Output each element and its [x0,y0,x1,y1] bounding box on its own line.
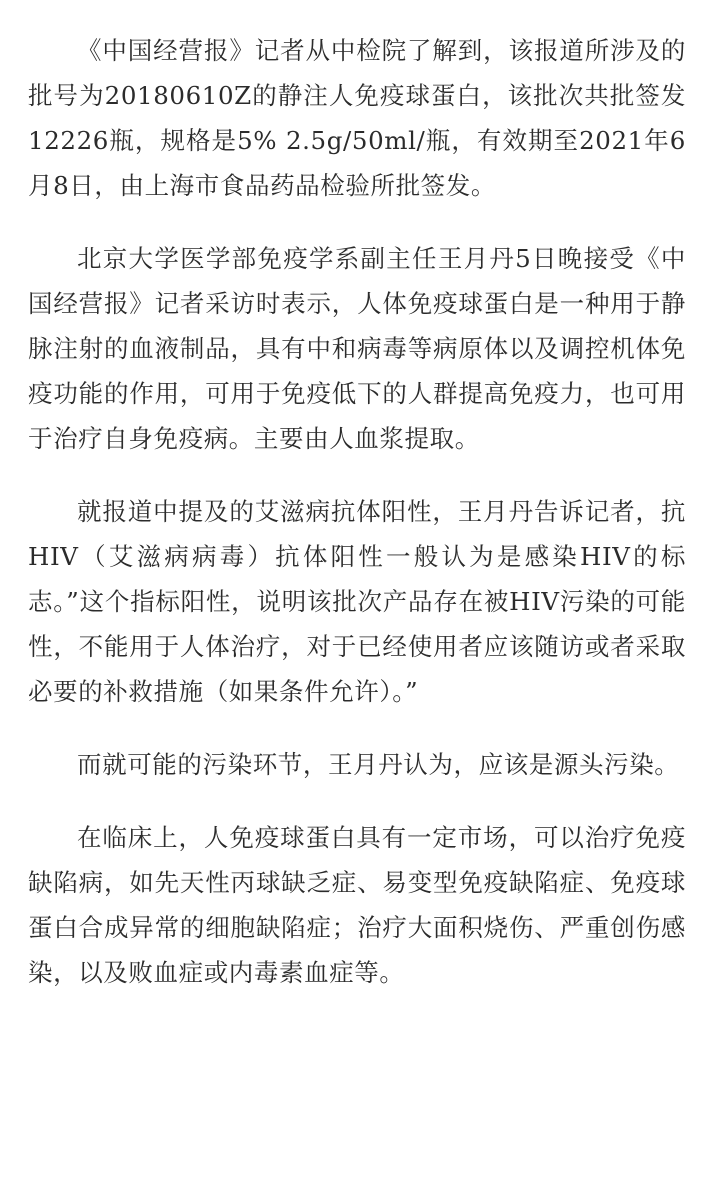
paragraph-expert-comment: 北京大学医学部免疫学系副主任王月丹5日晚接受《中国经营报》记者采访时表示，人体免疫球蛋白是一种用于静脉注射的血液制品，具有中和病毒等病原体以及调控机体免疫功能的作用，可用于免疫低下的人群提高免疫力，也可用于治疗自身免疫病。主要由人血浆提取。 [28,244,686,453]
paragraph-batch-info: 《中国经营报》记者从中检院了解到，该报道所涉及的批号为20180610Z的静注人免疫球蛋白，该批次共批签发12226瓶，规格是5% 2.5g/50ml/瓶，有效期至2021年6月8日，由上海市食品药品检验所批签发。 [28,36,686,200]
paragraph-clinical-use: 在临床上，人免疫球蛋白具有一定市场，可以治疗免疫缺陷病，如先天性丙球缺乏症、易变型免疫缺陷症、免疫球蛋白合成异常的细胞缺陷症；治疗大面积烧伤、严重创伤感染，以及败血症或内毒素血症等。 [28,823,686,987]
paragraph-hiv-antibody: 就报道中提及的艾滋病抗体阳性，王月丹告诉记者，抗HIV（艾滋病病毒）抗体阳性一般认为是感染HIV的标志。”这个指标阳性，说明该批次产品存在被HIV污染的可能性，不能用于人体治疗，对于已经使用者应该随访或者采取必要的补救措施（如果条件允许）。” [28,497,686,706]
paragraph-contamination-source: 而就可能的污染环节，王月丹认为，应该是源头污染。 [77,750,680,779]
